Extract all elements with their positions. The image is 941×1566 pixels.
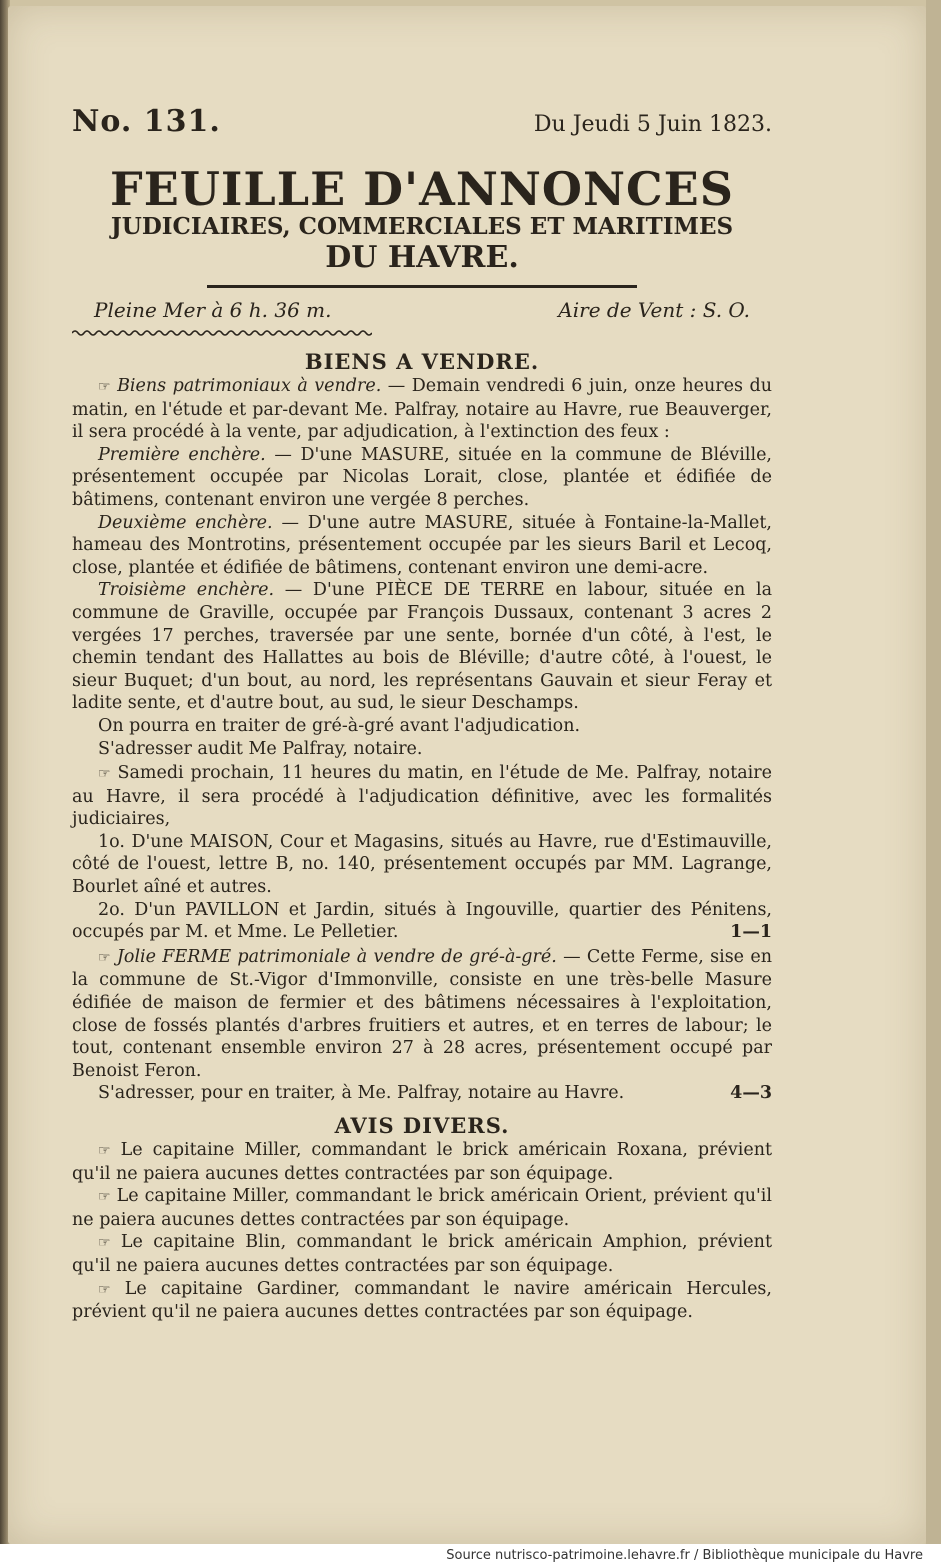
- ad-contact: S'adresser audit Me Palfray, notaire.: [98, 738, 423, 759]
- ad-patrimonial-goods: [72, 375, 772, 444]
- ad-lead: Première enchère.: [98, 444, 266, 465]
- pointing-hand-icon: ☞: [98, 379, 111, 395]
- source-credit: Source nutrisco-patrimoine.lehavre.fr / Bibliothèque municipale du Havre: [446, 1548, 923, 1563]
- issue-number: No. 131.: [72, 104, 221, 139]
- ad-reference: 1—1: [730, 922, 772, 943]
- section-title-sales: BIENS A VENDRE.: [304, 349, 540, 374]
- pointing-hand-icon: ☞: [98, 766, 111, 783]
- tide-wind-row: [72, 298, 772, 322]
- tide-info: Pleine Mer à 6 h. 36 m.: [94, 298, 332, 322]
- ad-text: — D'une PIÈCE DE TERRE en labour, située en la commune de Graville, occupée par François Dussaux, contenant 3 acres 2 vergées 17 perches, traversée par une sente, bornée d'un côté, à l'est, le chemin tendant des Hallattes au bois de Bléville; d'autre côté, à l'ouest, le sieur Buquet; d'un bout, au nord, les représentans Gauvain et sieur Feray et ladite sente, et d'autre bout, au sud, le sieur Deschamps.: [72, 580, 772, 714]
- section-title-notices: AVIS DIVERS.: [334, 1113, 510, 1138]
- masthead-row: [72, 104, 772, 139]
- notice-item: [72, 1185, 772, 1231]
- newspaper-title: FEUILLE D'ANNONCES: [110, 162, 734, 216]
- ad-text: — Demain vendredi 6 juin, onze heures du matin, en l'étude et par-devant Me. Palfray, notaire au Havre, rue Beauverger, il sera procédé à la vente, par adjudication, à l'extinction des feux :: [72, 376, 772, 443]
- ad-item-house: 1o. D'une MAISON, Cour et Magasins, situés au Havre, rue d'Estimauville, côté de l'ouest, lettre B, no. 140, présentement occupés par MM. Lagrange, Bourlet aîné et autres.: [72, 831, 772, 898]
- wavy-divider: [72, 329, 372, 337]
- ad-farm-contact: [72, 1082, 772, 1105]
- notice-text: Le capitaine Miller, commandant le brick américain Orient, prévient qu'il ne paiera aucunes dettes contractées par son équipage.: [72, 1186, 772, 1230]
- page-content: [72, 104, 772, 1324]
- ad-lead: Troisième enchère.: [98, 580, 275, 601]
- ad-text: — Cette Ferme, sise en la commune de St.-Vigor d'Immonville, consiste en une très-belle Masure édifiée de maison de fermier et des bâtimens nécessaires à l'exploitation, close de fossés plantés d'arbres fruitiers et autres, et en terres de labour; le tout, contenant ensemble environ 27 à 28 acres, présentement occupé par Benoist Feron.: [72, 946, 772, 1081]
- ad-second-bid: [72, 512, 772, 580]
- notice-item: [72, 1139, 772, 1185]
- notice-item: [72, 1278, 772, 1324]
- ad-lead: Biens patrimoniaux à vendre.: [117, 376, 382, 396]
- newspaper-subtitle: JUDICIAIRES, COMMERCIALES ET MARITIMES: [110, 213, 734, 240]
- ad-text: — D'une MASURE, située en la commune de Bléville, présentement occupée par Nicolas Lorait, close, plantée et édifiée de bâtimens, contenant environ une vergée 8 perches.: [72, 444, 772, 510]
- ad-definitive-auction: [72, 762, 772, 831]
- newspaper-place: DU HAVRE.: [325, 240, 519, 275]
- notice-text: Le capitaine Blin, commandant le brick américain Amphion, prévient qu'il ne paiera aucunes dettes contractées par son équipage.: [72, 1232, 772, 1276]
- ad-farm-sale: [72, 946, 772, 1083]
- pointing-hand-icon: ☞: [98, 949, 111, 966]
- title-rule: [207, 285, 637, 288]
- ad-lead: Deuxième enchère.: [98, 512, 273, 533]
- ad-first-bid: [72, 444, 772, 512]
- ad-reference: 4—3: [730, 1083, 772, 1104]
- pointing-hand-icon: ☞: [98, 1143, 111, 1159]
- ad-text: 2o. D'un PAVILLON et Jardin, situés à Ingouville, quartier des Pénitens, occupés par M. et Mme. Le Pelletier.: [72, 899, 772, 943]
- ad-text: S'adresser, pour en traiter, à Me. Palfray, notaire au Havre.: [98, 1083, 625, 1104]
- ad-item-pavilion: [72, 899, 772, 944]
- ad-lead: Jolie FERME patrimoniale à vendre de gré-à-gré.: [116, 946, 557, 967]
- ad-text: — D'une autre MASURE, située à Fontaine-la-Mallet, hameau des Montrotins, présentement occupée par les sieurs Baril et Lecoq, close, plantée et édifiée de bâtimens, contenant environ une demi-acre.: [72, 512, 772, 578]
- ad-gre-a-gre: On pourra en traiter de gré-à-gré avant l'adjudication.: [98, 715, 581, 736]
- pointing-hand-icon: ☞: [98, 1235, 111, 1252]
- pointing-hand-icon: ☞: [98, 1189, 111, 1206]
- notice-text: Le capitaine Miller, commandant le brick américain Roxana, prévient qu'il ne paiera aucunes dettes contractées par son équipage.: [72, 1140, 772, 1184]
- wind-info: Aire de Vent : S. O.: [558, 298, 750, 322]
- ad-text: Samedi prochain, 11 heures du matin, en l'étude de Me. Palfray, notaire au Havre, il sera procédé à l'adjudication définitive, avec les formalités judiciaires,: [72, 763, 772, 830]
- notice-item: [72, 1231, 772, 1277]
- notice-text: Le capitaine Gardiner, commandant le navire américain Hercules, prévient qu'il ne paiera aucunes dettes contractées par son équipage.: [72, 1278, 772, 1323]
- page-edge: [926, 0, 941, 1544]
- issue-date: Du Jeudi 5 Juin 1823.: [533, 112, 772, 137]
- pointing-hand-icon: ☞: [98, 1281, 111, 1298]
- ad-third-bid: [72, 579, 772, 715]
